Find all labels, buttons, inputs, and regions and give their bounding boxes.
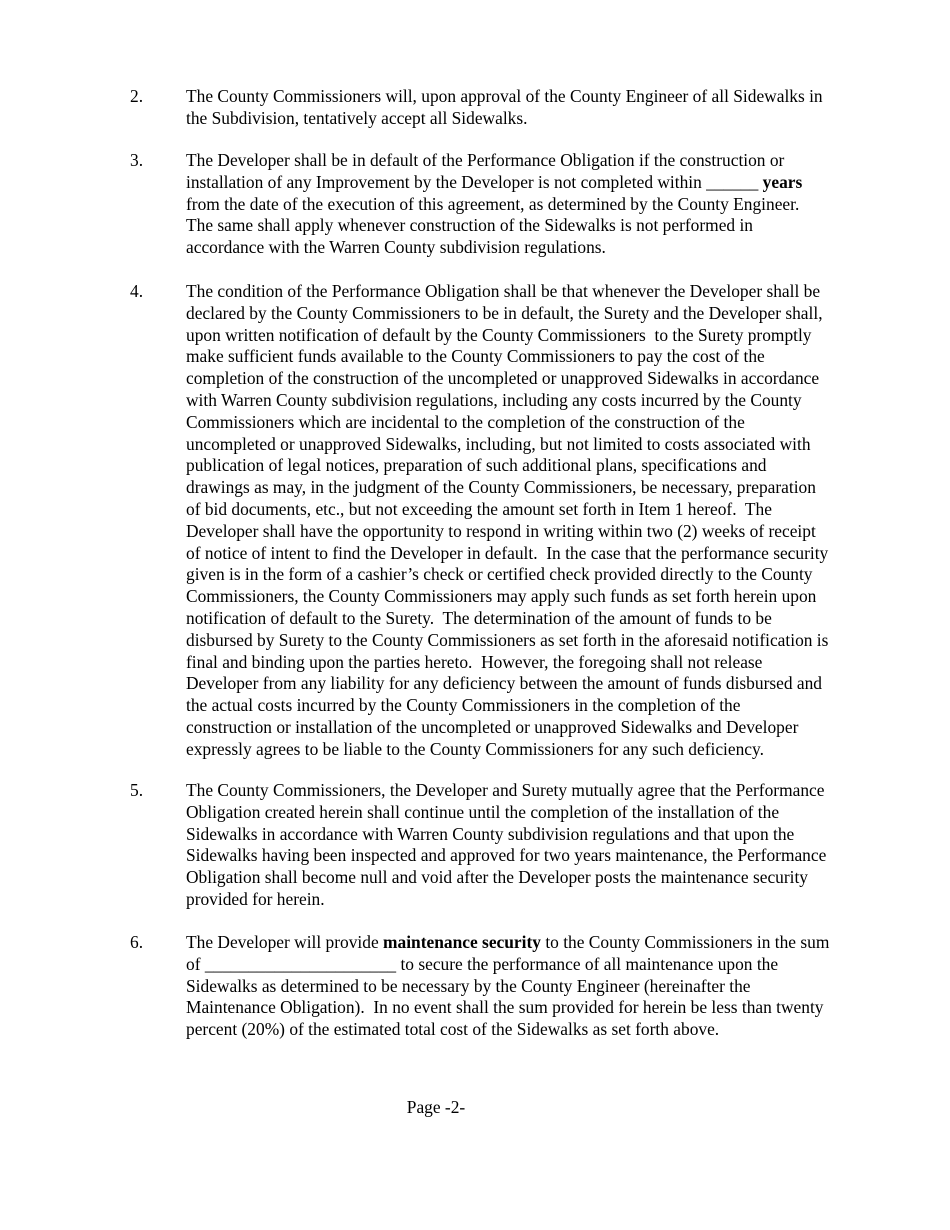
text-segment: The Developer will provide <box>186 932 384 952</box>
text-line: expressly agrees to be liable to the County Commissioners for any such deficiency. <box>186 738 764 759</box>
text-line: publication of legal notices, preparation of such additional plans, specifications and <box>186 455 767 476</box>
bold-term: years <box>762 171 803 192</box>
text-line: percent (20%) of the estimated total cost of the Sidewalks as set forth above. <box>186 1019 720 1040</box>
text-segment: to the County Commissioners in the sum <box>540 932 830 952</box>
page-number: Page -2- <box>406 1097 466 1117</box>
text-line: the actual costs incurred by the County Commissioners in the completion of the <box>186 695 741 716</box>
text-line: from the date of the execution of this agreement, as determined by the County Engineer. <box>186 193 800 214</box>
item-text <box>186 281 881 761</box>
text-line: Sidewalks in accordance with Warren County subdivision regulations and that upon the <box>186 823 795 844</box>
text-line: Obligation shall become null and void after the Developer posts the maintenance security <box>186 867 809 888</box>
text-line: make sufficient funds available to the County Commissioners to pay the cost of the <box>186 346 765 367</box>
text-line: notification of default to the Surety. The determination of the amount of funds to be <box>186 607 772 628</box>
text-line: provided for herein. <box>186 888 325 909</box>
item-text <box>186 150 881 259</box>
text-line: construction or installation of the uncompleted or unapproved Sidewalks and Developer <box>186 716 799 737</box>
text-line: The County Commissioners, the Developer and Surety mutually agree that the Performance <box>186 780 825 800</box>
text-line: The condition of the Performance Obligation shall be that whenever the Developer shall be <box>186 281 821 301</box>
text-line: of ______________________ to secure the performance of all maintenance upon the <box>186 953 779 974</box>
text-line: of bid documents, etc., but not exceeding the amount set forth in Item 1 hereof. The <box>186 498 772 519</box>
text-line: Maintenance Obligation). In no event shall the sum provided for herein be less than twenty <box>186 997 824 1018</box>
text-line: Commissioners which are incidental to the completion of the construction of the <box>186 411 745 432</box>
text-line: Obligation created herein shall continue until the completion of the installation of the <box>186 801 780 822</box>
text-line: The same shall apply whenever construction of the Sidewalks is not performed in <box>186 215 753 236</box>
item-number: 4. <box>130 281 144 301</box>
text-line: The Developer shall be in default of the Performance Obligation if the construction or <box>186 150 785 170</box>
text-line: given is in the form of a cashier’s check or certified check provided directly to the County <box>186 564 813 585</box>
text-line <box>186 932 881 954</box>
item-text <box>186 86 881 130</box>
text-line <box>186 172 881 194</box>
text-line: Commissioners, the County Commissioners may apply such funds as set forth herein upon <box>186 586 817 607</box>
text-line: Sidewalks as determined to be necessary by the County Engineer (hereinafter the <box>186 975 751 996</box>
text-line: the Subdivision, tentatively accept all Sidewalks. <box>186 107 528 128</box>
text-line: upon written notification of default by the County Commissioners to the Surety promptly <box>186 324 812 345</box>
text-line: Developer from any liability for any deficiency between the amount of funds disbursed and <box>186 673 823 694</box>
text-line: The County Commissioners will, upon approval of the County Engineer of all Sidewalks in <box>186 86 823 106</box>
text-line: drawings as may, in the judgment of the County Commissioners, be necessary, preparation <box>186 477 816 498</box>
item-text <box>186 780 881 911</box>
text-line: final and binding upon the parties hereto. However, the foregoing shall not release <box>186 651 763 672</box>
text-line: accordance with the Warren County subdivision regulations. <box>186 237 606 258</box>
text-line: completion of the construction of the uncompleted or unapproved Sidewalks in accordance <box>186 368 820 389</box>
item-text <box>186 932 881 1041</box>
text-segment: installation of any Improvement by the Developer is not completed within ______ <box>186 171 763 192</box>
text-line: declared by the County Commissioners to be in default, the Surety and the Developer shall, <box>186 302 823 323</box>
item-number: 3. <box>130 150 144 170</box>
text-line: of notice of intent to find the Developer in default. In the case that the performance security <box>186 542 829 563</box>
item-number: 2. <box>130 86 144 106</box>
text-line: with Warren County subdivision regulations, including any costs incurred by the County <box>186 389 802 410</box>
text-line: Sidewalks having been inspected and approved for two years maintenance, the Performance <box>186 845 827 866</box>
text-line: Developer shall have the opportunity to respond in writing within two (2) weeks of receipt <box>186 520 816 541</box>
text-line: disbursed by Surety to the County Commissioners as set forth in the aforesaid notification is <box>186 629 829 650</box>
item-number: 5. <box>130 780 144 800</box>
bold-term: maintenance security <box>383 932 541 952</box>
text-line: uncompleted or unapproved Sidewalks, including, but not limited to costs associated with <box>186 433 811 454</box>
item-number: 6. <box>130 932 144 952</box>
